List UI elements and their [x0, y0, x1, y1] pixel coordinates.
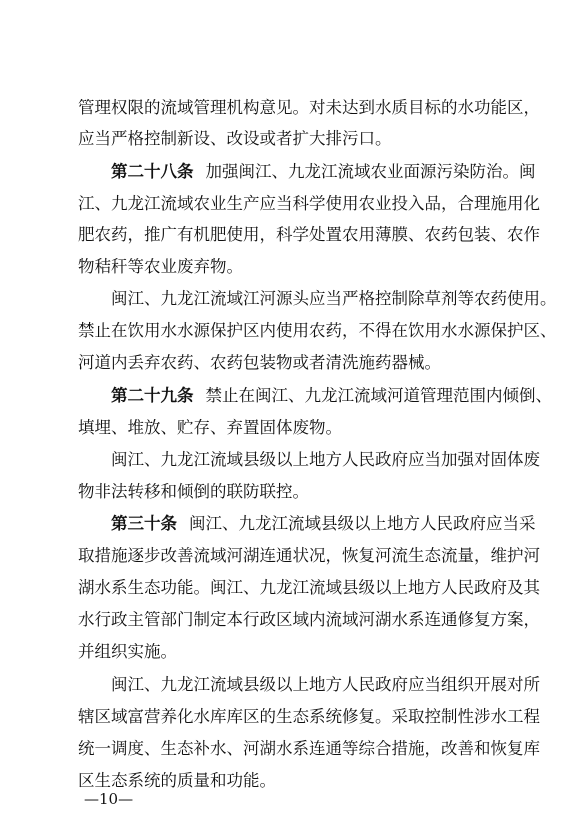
text-line: 禁止在闽江、九龙江流域河道管理范围内倾倒、	[205, 386, 552, 405]
text-line: 河道内丢弃农药、农药包装物或者清洗施药器械。	[78, 353, 441, 372]
article-heading-line	[111, 162, 536, 182]
page-number: —10—	[84, 790, 134, 808]
article-number: 第二十九条	[111, 386, 194, 405]
text-line: 闽江、九龙江流域县级以上地方人民政府应当加强对固体废	[111, 450, 540, 469]
article-heading-line	[111, 514, 536, 534]
text-line: 填埋、堆放、贮存、弃置固体废物。	[78, 418, 342, 437]
text-line: 闽江、九龙江流域县级以上地方人民政府应当组织开展对所	[111, 675, 540, 694]
text-line: 物秸秆等农业废弃物。	[78, 257, 243, 276]
text-line: 管理权限的流域管理机构意见。对未达到水质目标的水功能区，	[78, 98, 540, 117]
text-line: 辖区域富营养化水库库区的生态系统修复。采取控制性涉水工程	[78, 707, 540, 726]
text-line: 禁止在饮用水水源保护区内使用农药，不得在饮用水水源保护区、	[78, 321, 557, 340]
text-line: 湖水系生态功能。闽江、九龙江流域县级以上地方人民政府及其	[78, 578, 540, 597]
text-line: 物非法转移和倾倒的联防联控。	[78, 482, 309, 501]
text-line: 江、九龙江流域农业生产应当科学使用农业投入品，合理施用化	[78, 194, 540, 213]
text-line: 加强闽江、九龙江流域农业面源污染防治。闽	[205, 162, 536, 181]
text-line: 闽江、九龙江流域江河源头应当严格控制除草剂等农药使用。	[111, 289, 557, 308]
article-number: 第三十条	[111, 514, 177, 533]
text-line: 肥农药，推广有机肥使用，科学处置农用薄膜、农药包装、农作	[78, 225, 540, 244]
article-number: 第二十八条	[111, 162, 194, 181]
text-line: 取措施逐步改善流域河湖连通状况，恢复河流生态流量，维护河	[78, 546, 540, 565]
text-line: 统一调度、生态补水、河湖水系连通等综合措施，改善和恢复库	[78, 739, 540, 758]
text-line: 水行政主管部门制定本行政区域内流域河湖水系连通修复方案，	[78, 610, 540, 629]
article-heading-line	[111, 386, 552, 406]
text-line: 区生态系统的质量和功能。	[78, 771, 276, 790]
text-line: 并组织实施。	[78, 642, 177, 661]
text-line: 闽江、九龙江流域县级以上地方人民政府应当采	[189, 514, 536, 533]
text-line: 应当严格控制新设、改设或者扩大排污口。	[78, 129, 392, 148]
